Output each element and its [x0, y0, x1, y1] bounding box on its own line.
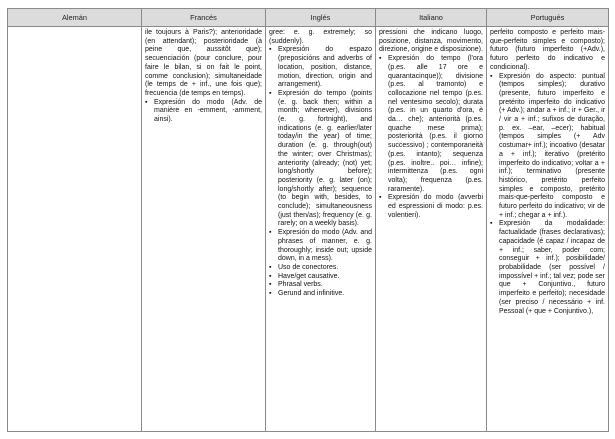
frances-item: ▪ Expresión do modo (Adv. de manière en -emment, -amment, ainsi). — [145, 99, 262, 125]
content-row — [8, 27, 609, 432]
ingles-item: ▪ Expresión do modo (Adv. and phrases of manner, e. g. thoroughly; inside out; upside down, in a mess). — [269, 229, 372, 264]
header-aleman: Alemán — [8, 9, 142, 27]
cell-portugues — [487, 27, 609, 432]
ingles-prose: gree: e. g. extremely; so (suddenly). — [269, 29, 372, 45]
portugues-item: ▪ Expresión da modalidade: factualidade (frases declarativas); capacidade (é capaz / incapaz de + inf.; saber, poder com; conseguir + inf.); posibilidade/ probabilidade (ser possível / impossível + inf.; tal vez; pode ser que + Conjuntivo., futuro imperfeito e perfeito); necesidade (ser preciso / necessário + inf. Pessoal (+ que + Conjuntivo.), — [490, 220, 605, 316]
italiano-item: ▪ Expresión do tempo (l'ora (p.es. alle 17 ore e quarantacinque)); divisione (p.es. al tramonto) e collocazione nel tempo (p.es. nel ventesimo secolo); durata (p.es. in un quarto d'ora, è da… che); anteriorità (p.es. quache mese prima); posteriorità (p.es. il giorno successivo) ; contemporaneità (p.es. intanto); sequenza (p.es. inoltre.. poi… infine); intermittenza (p.es. ogni volta); frequenza (p.es. raramente). — [379, 55, 483, 194]
ingles-item: ▪ Phrasal verbs. — [269, 281, 372, 290]
portugues-prose: perfeito composto e perfeito mais-que-perfeito simples e composto); futuro (futuro imperfeito (+Adv.), futuro perfeito do indicativo e condicional). — [490, 29, 605, 71]
header-ingles: Inglés — [266, 9, 376, 27]
cell-ingles — [266, 27, 376, 432]
header-frances: Francés — [142, 9, 266, 27]
ingles-list — [269, 46, 372, 298]
ingles-item: ▪ Gerund and infinitive. — [269, 290, 372, 299]
header-portugues: Portugués — [487, 9, 609, 27]
frances-prose: ile toujours à Paris?); anterioridade (en attendant); posterioridade (à peine que, aussitôt que); secuenciación (pour conclure, pour faire le bilan, si on fait le point, comme conclusion); simultaneidade (le temps de + inf., une fois que); frecuencia (de temps en temps). — [145, 29, 262, 97]
cell-aleman — [8, 27, 142, 432]
ingles-item: ▪ Have/get causative. — [269, 273, 372, 282]
ingles-item: ▪ Uso de conectores. — [269, 264, 372, 273]
ingles-item: ▪ Expresión do espazo (preposicións and adverbs of location, position, distance, motion, direction, origin and arrangement). — [269, 46, 372, 90]
ingles-item: ▪ Expresión do tempo (points (e. g. back then; within a month; whenever), divisions (e. g. fortnight), and indications (e. g. earlier/later today/in the year) of time; duration (e. g. through(out) the winter; over Christmas); anteriority (already; (not) yet; long/shortly before); posteriority (e. g. later (on); long/shortly after); sequence (to begin with, besides, to conclude); simultaneousness (just then/as); frequency (e. g. rarely; on a weekly basis). — [269, 90, 372, 229]
document-page — [7, 8, 608, 431]
italiano-list — [379, 55, 483, 220]
portugues-item: ▪ Expresión do aspecto: puntual (tempos simples); durativo (presente, futuro imperfeito e pretérito imperfeito do indicativo (+ Adv.); andar a + inf.; ir + Ger., ir / vir a + inf.; sufixos de duração, p. ex. –ear, –ecer); habitual (tempos simples (+ Adv costumar+ inf.); incoativo (desatar a + inf.); iterativo (pretérito imperfeito do indicativo; voltar a + inf.); terminativo (presente histórico, pretérito perfeito simples e composto, pretérito mais-que-perfeito composto e futuro perfeito do indicativo; vir de + inf.; chegar a + inf.). — [490, 73, 605, 221]
header-italiano: Italiano — [376, 9, 487, 27]
frances-list — [145, 99, 262, 125]
portugues-list — [490, 73, 605, 317]
cell-frances — [142, 27, 266, 432]
cell-italiano — [376, 27, 487, 432]
italiano-item: ▪ Expresión do modo (avverbi ed espressioni di modo: p.es. volentieri). — [379, 194, 483, 220]
italiano-prose: pressioni che indicano luogo, posizione, distanza, movimento, direzione, origine e disposizione). — [379, 29, 483, 54]
header-row — [8, 9, 609, 27]
language-comparison-table — [7, 8, 609, 432]
